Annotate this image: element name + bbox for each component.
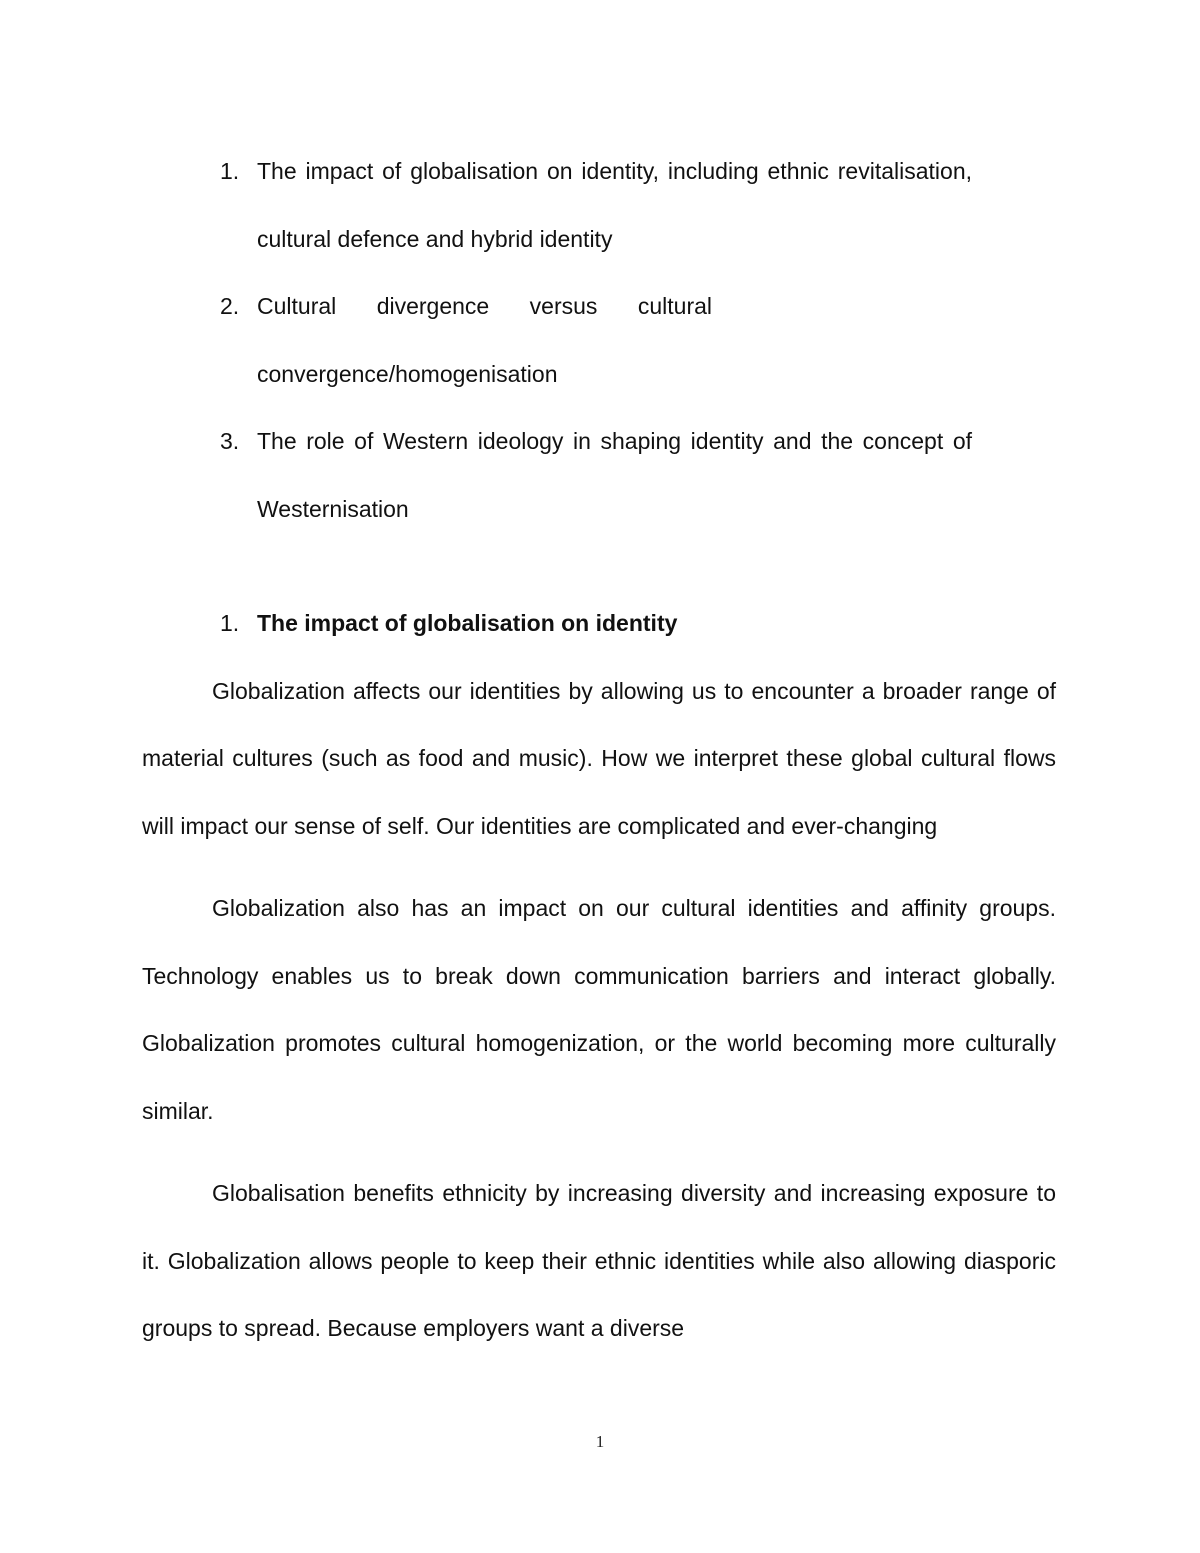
topic-list-item [142, 408, 972, 543]
topic-text: The role of Western ideology in shaping identity and the concept of Westernisation [257, 428, 972, 522]
section-heading [142, 590, 1056, 658]
body-paragraph: Globalization affects our identities by allowing us to encounter a broader range of material cultures (such as food and music). How we interpret these global cultural flows will impact our sense of self. Our identities are complicated and ever-changing [142, 677, 1056, 839]
section-number: 1. [220, 610, 240, 636]
topic-list [142, 138, 1056, 543]
topic-number: 1. [220, 158, 240, 184]
topic-list-item [142, 273, 712, 408]
section-title: The impact of globalisation on identity [257, 610, 678, 636]
topic-number: 3. [220, 428, 240, 454]
body-paragraph: Globalization also has an impact on our cultural identities and affinity groups. Technology enables us to break down communication barriers and interact globally. Globalization promotes cultural homogenization, or the world becoming more culturally similar. [142, 895, 1056, 1124]
page-number: 1 [595, 1432, 605, 1451]
topic-text: The impact of globalisation on identity, including ethnic revitalisation, cultural defence and hybrid identity [257, 158, 972, 252]
topic-number: 2. [220, 293, 240, 319]
topic-text: Cultural divergence versus cultural convergence/homogenisation [257, 293, 712, 387]
topic-list-item [142, 138, 972, 273]
page-content [142, 138, 1056, 1363]
body-paragraph: Globalisation benefits ethnicity by increasing diversity and increasing exposure to it. Globalization allows people to keep their ethnic identities while also allowing diasporic groups to spread. Because employers want a diverse [142, 1180, 1056, 1341]
